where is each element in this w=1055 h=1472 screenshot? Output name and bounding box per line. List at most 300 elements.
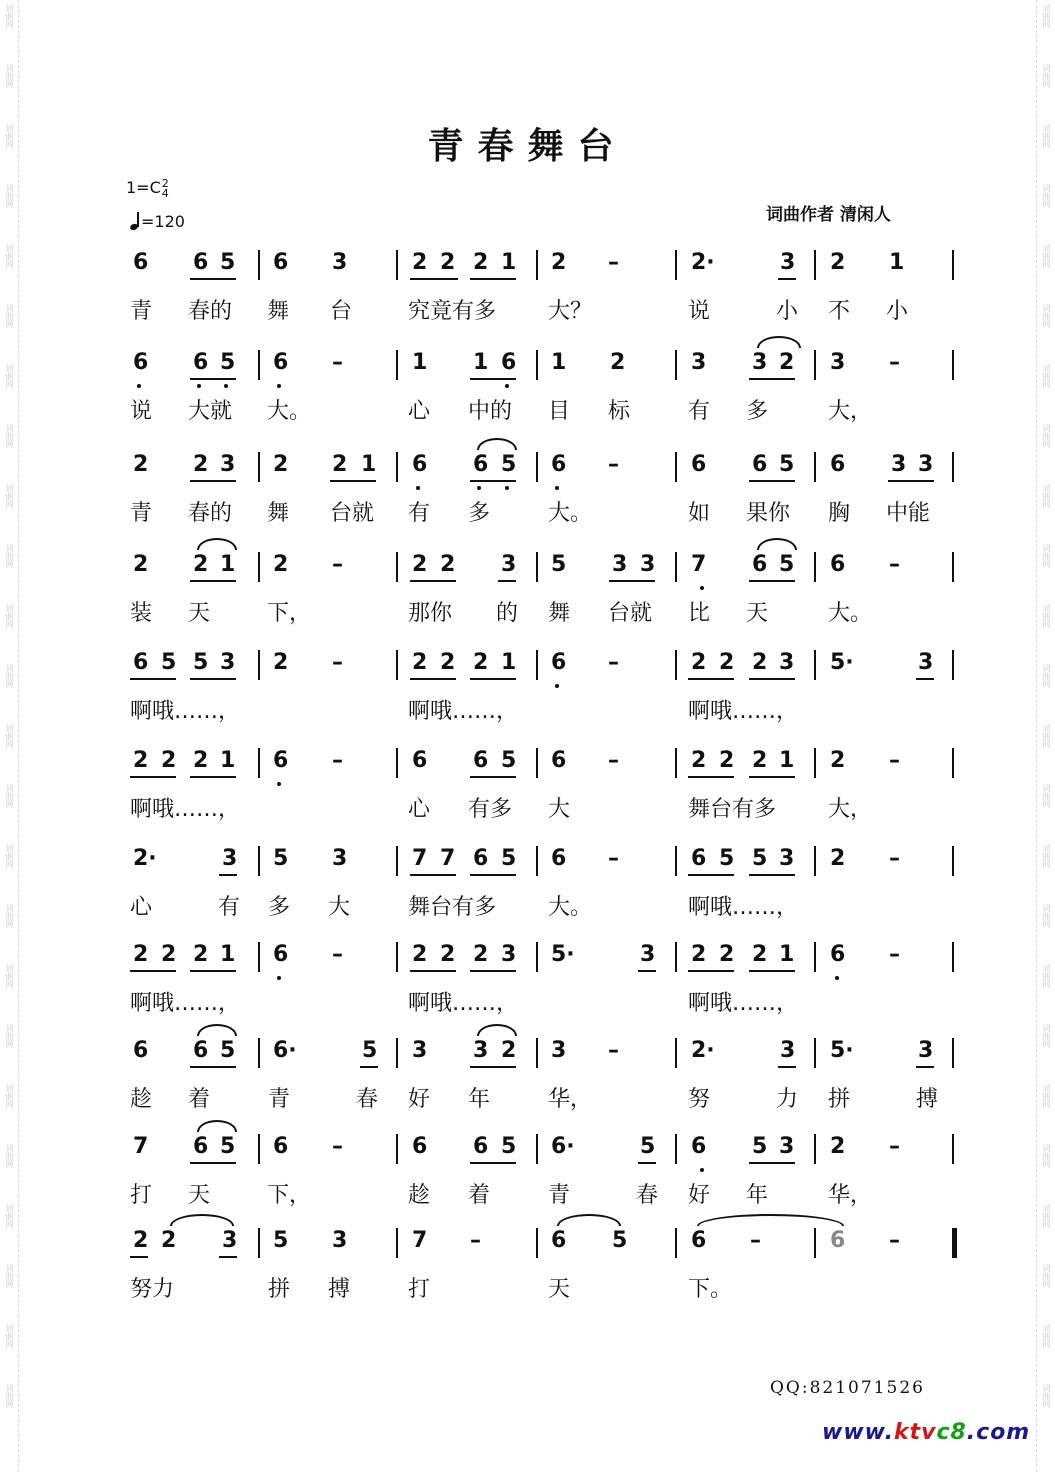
low-octave-dot [700, 586, 704, 590]
quarter-note-icon [130, 212, 139, 230]
barline [814, 942, 816, 972]
eighth-underline [470, 1066, 516, 1068]
low-octave-dot [224, 384, 228, 388]
eighth-underline [130, 970, 176, 972]
note-digit: 3 [779, 650, 795, 675]
eighth-underline [688, 678, 734, 680]
watermark-text: 词曲网 [5, 244, 14, 268]
eighth-underline [190, 776, 236, 778]
note-digit: 6 [273, 1134, 289, 1159]
note-digit: 3 [473, 1038, 489, 1063]
eighth-underline [749, 1162, 795, 1164]
lyric-text: 下， [267, 1183, 312, 1208]
watermark-text: 词曲网 [1042, 4, 1051, 28]
sustain-dash: – [608, 452, 619, 477]
low-octave-dot [555, 684, 559, 688]
barline [258, 250, 260, 280]
note-digit: 2 [691, 942, 707, 967]
note-digit: 5 [501, 748, 517, 773]
barline [258, 846, 260, 876]
lyric-text: 有 [408, 501, 431, 526]
barline [396, 250, 398, 280]
note-digit: 2· [691, 250, 715, 275]
note-digit: 6 [193, 1134, 209, 1159]
note-digit: 2 [473, 650, 489, 675]
watermark-text: 词曲网 [5, 484, 14, 508]
barline [814, 650, 816, 680]
eighth-underline [219, 1256, 237, 1258]
lyric-text: 有 [688, 399, 711, 424]
eighth-underline [916, 1066, 934, 1068]
note-digit: 1 [889, 250, 905, 275]
note-digit: 2 [440, 650, 456, 675]
slur-tie [697, 1214, 844, 1226]
note-digit: 6 [830, 942, 846, 967]
note-digit: 6 [691, 452, 707, 477]
eighth-underline [749, 480, 795, 482]
low-octave-dot [505, 384, 509, 388]
note-digit: 1 [220, 942, 236, 967]
eighth-underline [470, 278, 516, 280]
note-digit: 6 [551, 1228, 567, 1253]
note-digit: 3 [640, 552, 656, 577]
note-digit: 6 [193, 250, 209, 275]
note-digit: 2 [440, 942, 456, 967]
note-digit: 6 [412, 1134, 428, 1159]
barline [814, 350, 816, 380]
final-barline [952, 1228, 957, 1258]
eighth-underline [609, 580, 655, 582]
eighth-underline [688, 776, 734, 778]
note-digit: 7 [412, 846, 428, 871]
note-digit: 3 [220, 650, 236, 675]
lyric-text: 说 [130, 399, 153, 424]
lyric-text: 多 [746, 399, 769, 424]
barline [675, 650, 677, 680]
barline [814, 846, 816, 876]
lyric-text: 春的 [188, 501, 233, 526]
note-digit: 6 [473, 1134, 489, 1159]
watermark-text: 词曲网 [5, 604, 14, 628]
lyric-text: 天 [746, 601, 769, 626]
watermark-text: 词曲网 [1042, 724, 1051, 748]
note-digit: 5· [830, 650, 854, 675]
note-digit: 3 [830, 350, 846, 375]
sustain-dash: – [332, 1134, 343, 1159]
lyric-text: 多 [468, 501, 491, 526]
watermark-text: 词曲网 [5, 1384, 14, 1408]
note-digit: 5 [612, 1228, 628, 1253]
eighth-underline [410, 874, 456, 876]
lyric-text: 青 [548, 1183, 571, 1208]
lyric-text: 春的 [188, 299, 233, 324]
sustain-dash: – [332, 350, 343, 375]
barline [814, 1134, 816, 1164]
barline [258, 748, 260, 778]
barline [396, 846, 398, 876]
note-digit: 6 [193, 350, 209, 375]
note-digit: 2 [273, 650, 289, 675]
note-digit: 2 [412, 650, 428, 675]
note-digit: 2 [440, 250, 456, 275]
note-digit: 2 [273, 552, 289, 577]
slur-tie [557, 1214, 621, 1226]
key-label: 1=C [126, 178, 161, 197]
barline [814, 748, 816, 778]
lyric-text: 大。 [267, 399, 312, 424]
lyric-text: 舞 [548, 601, 571, 626]
site-logo: www.ktvc8.com [822, 1420, 1031, 1445]
watermark-text: 词曲网 [5, 544, 14, 568]
note-digit: 2· [133, 846, 157, 871]
watermark-text: 词曲网 [1042, 844, 1051, 868]
note-digit: 2 [193, 748, 209, 773]
lyric-text: 打 [408, 1277, 431, 1302]
note-digit: 5 [752, 1134, 768, 1159]
note-digit: 2 [412, 552, 428, 577]
barline [952, 1134, 954, 1164]
lyric-text: 啊哦……， [130, 797, 241, 822]
note-digit: 6 [273, 748, 289, 773]
barline [952, 452, 954, 482]
lyric-text: 着 [188, 1087, 211, 1112]
note-digit: 5 [551, 552, 567, 577]
note-digit: 5 [719, 846, 735, 871]
note-digit: 6 [273, 250, 289, 275]
song-title: 青春舞台 [427, 126, 628, 167]
lyric-text: 好 [688, 1183, 711, 1208]
note-digit: 6 [273, 942, 289, 967]
lyric-text: 年 [468, 1087, 491, 1112]
eighth-underline [219, 874, 237, 876]
note-digit: 3 [779, 846, 795, 871]
eighth-underline [749, 776, 795, 778]
key-signature [126, 178, 169, 199]
watermark-text: 词曲网 [5, 724, 14, 748]
eighth-underline [778, 1066, 796, 1068]
note-digit: 3 [222, 846, 238, 871]
note-digit: 6 [133, 650, 149, 675]
barline [536, 942, 538, 972]
note-digit: 2 [161, 1228, 177, 1253]
note-digit: 1 [779, 748, 795, 773]
note-digit: 3 [332, 846, 348, 871]
note-digit: 2 [412, 942, 428, 967]
eighth-underline [190, 480, 236, 482]
lyric-text: 下。 [688, 1277, 733, 1302]
barline [814, 452, 816, 482]
eighth-underline [470, 776, 516, 778]
note-digit: 2 [473, 250, 489, 275]
eighth-underline [470, 970, 516, 972]
note-digit: 6 [501, 350, 517, 375]
note-digit: 3 [918, 1038, 934, 1063]
lyric-text: 好 [408, 1087, 431, 1112]
note-digit: 2 [779, 350, 795, 375]
note-digit: 6 [551, 452, 567, 477]
lyric-text: 趁 [130, 1087, 153, 1112]
watermark-text: 词曲网 [5, 1144, 14, 1168]
lyric-text: 那你 [408, 601, 453, 626]
barline [675, 552, 677, 582]
eighth-underline [470, 480, 516, 482]
eighth-underline [749, 378, 795, 380]
low-octave-dot [505, 486, 509, 490]
barline [952, 846, 954, 876]
sustain-dash: – [608, 748, 619, 773]
lyric-text: 天 [548, 1277, 571, 1302]
eighth-underline [190, 1066, 236, 1068]
note-digit: 3 [891, 452, 907, 477]
eighth-underline [688, 970, 734, 972]
barline [536, 748, 538, 778]
barline [396, 942, 398, 972]
sustain-dash: – [889, 942, 900, 967]
note-digit: 1 [779, 942, 795, 967]
note-digit: 5 [501, 846, 517, 871]
eighth-underline [130, 678, 176, 680]
eighth-underline [410, 970, 456, 972]
barline [536, 650, 538, 680]
note-digit: 6 [752, 452, 768, 477]
barline [258, 350, 260, 380]
barline [396, 650, 398, 680]
barline [675, 748, 677, 778]
barline [675, 250, 677, 280]
lyric-text: 大。 [548, 501, 593, 526]
watermark-text: 词曲网 [1042, 784, 1051, 808]
lyric-text: 究竟有多 [408, 299, 497, 324]
barline [258, 942, 260, 972]
lyric-text: 台 [330, 299, 353, 324]
note-digit: 6 [752, 552, 768, 577]
eighth-underline [190, 970, 236, 972]
sustain-dash: – [332, 748, 343, 773]
lyric-text: 舞 [267, 501, 290, 526]
note-digit: 6 [133, 1038, 149, 1063]
sustain-dash: – [608, 650, 619, 675]
note-digit: 5 [220, 1038, 236, 1063]
watermark-text: 词曲网 [1042, 484, 1051, 508]
watermark-text: 词曲网 [5, 844, 14, 868]
note-digit: 2 [412, 250, 428, 275]
lyric-text: 目 [548, 399, 571, 424]
low-octave-dot [277, 976, 281, 980]
eighth-underline [410, 278, 458, 280]
eighth-underline [916, 678, 934, 680]
note-digit: 3 [220, 452, 236, 477]
note-digit: 6· [273, 1038, 297, 1063]
sustain-dash: – [332, 552, 343, 577]
lyric-text: 小 [776, 299, 799, 324]
lyric-text: 大。 [828, 601, 873, 626]
watermark-text: 词曲网 [1042, 964, 1051, 988]
lyric-text: 年 [746, 1183, 769, 1208]
note-digit: 6 [551, 846, 567, 871]
barline [952, 250, 954, 280]
eighth-underline [749, 970, 795, 972]
lyric-text: 心 [130, 895, 153, 920]
lyric-text: 华， [828, 1183, 873, 1208]
lyric-text: 啊哦……， [688, 991, 799, 1016]
lyric-text: 着 [468, 1183, 491, 1208]
note-digit: 2 [830, 748, 846, 773]
note-digit: 2 [332, 452, 348, 477]
note-digit: 3 [640, 942, 656, 967]
note-digit: 7 [440, 846, 456, 871]
watermark-text: 词曲网 [1042, 244, 1051, 268]
low-octave-dot [835, 976, 839, 980]
watermark-text: 词曲网 [5, 964, 14, 988]
barline [258, 650, 260, 680]
barline [396, 748, 398, 778]
sustain-dash: – [750, 1228, 761, 1253]
note-digit: 1 [473, 350, 489, 375]
note-digit: 5 [220, 350, 236, 375]
note-digit: 3 [412, 1038, 428, 1063]
watermark-text: 词曲网 [5, 124, 14, 148]
lyric-text: 啊哦……， [688, 895, 799, 920]
slur-tie [757, 538, 797, 550]
lyric-text: 打 [130, 1183, 153, 1208]
lyric-text: 大？ [548, 299, 593, 324]
note-digit: 2 [193, 942, 209, 967]
low-octave-dot [700, 1168, 704, 1172]
note-digit: 5 [779, 452, 795, 477]
sustain-dash: – [608, 846, 619, 871]
watermark-text: 词曲网 [1042, 664, 1051, 688]
note-digit: 1 [361, 452, 377, 477]
note-digit: 3 [691, 350, 707, 375]
eighth-underline [190, 678, 236, 680]
barline [396, 1134, 398, 1164]
barline [814, 1038, 816, 1068]
eighth-underline [470, 874, 516, 876]
watermark-text: 词曲网 [1042, 1024, 1051, 1048]
watermark-text: 词曲网 [5, 1204, 14, 1228]
eighth-underline [888, 480, 934, 482]
slur-tie [170, 1214, 234, 1226]
note-digit: 1 [501, 650, 517, 675]
note-digit: 5 [752, 846, 768, 871]
note-digit: 3 [780, 1038, 796, 1063]
low-octave-dot [277, 782, 281, 786]
barline [675, 452, 677, 482]
note-digit: 6 [133, 250, 149, 275]
note-digit: 2 [752, 942, 768, 967]
eighth-underline [190, 378, 236, 380]
watermark-text: 词曲网 [1042, 124, 1051, 148]
note-digit: 5 [220, 1134, 236, 1159]
lyric-text: 春 [356, 1087, 379, 1112]
eighth-underline [410, 580, 456, 582]
low-octave-dot [197, 384, 201, 388]
watermark-text: 词曲网 [1042, 184, 1051, 208]
note-digit: 6 [830, 552, 846, 577]
sustain-dash: – [889, 552, 900, 577]
note-digit: 6 [133, 350, 149, 375]
lyric-text: 舞 [267, 299, 290, 324]
lyric-text: 比 [688, 601, 711, 626]
lyric-text: 如 [688, 501, 711, 526]
note-digit: 1 [412, 350, 428, 375]
sustain-dash: – [889, 1228, 900, 1253]
watermark-text: 词曲网 [1042, 604, 1051, 628]
note-digit: 5 [362, 1038, 378, 1063]
note-digit: 5 [501, 452, 517, 477]
sustain-dash: – [889, 748, 900, 773]
lyric-text: 台就 [608, 601, 653, 626]
low-octave-dot [416, 486, 420, 490]
watermark-text: 词曲网 [5, 4, 14, 28]
note-digit: 6 [551, 748, 567, 773]
eighth-underline [498, 580, 516, 582]
barline [536, 1038, 538, 1068]
note-digit: 7 [691, 552, 707, 577]
sustain-dash: – [470, 1228, 481, 1253]
note-digit: 2 [719, 650, 735, 675]
watermark-text: 词曲网 [1042, 1204, 1051, 1228]
watermark-text: 词曲网 [5, 664, 14, 688]
note-digit: 2 [830, 846, 846, 871]
barline [258, 452, 260, 482]
note-digit: 6 [691, 1228, 707, 1253]
watermark-text: 词曲网 [1042, 1384, 1051, 1408]
note-digit: 6 [473, 452, 489, 477]
note-digit: 6 [473, 748, 489, 773]
barline [396, 1228, 398, 1258]
lyric-text: 啊哦……， [408, 699, 519, 724]
eighth-underline [410, 678, 456, 680]
note-digit: 6· [551, 1134, 575, 1159]
slur-tie [197, 1024, 237, 1036]
note-digit: 5 [640, 1134, 656, 1159]
barline [536, 250, 538, 280]
lyric-text: 天 [188, 1183, 211, 1208]
time-signature: 2 4 [161, 176, 169, 200]
barline [952, 942, 954, 972]
barline [536, 350, 538, 380]
note-digit: 2 [501, 1038, 517, 1063]
note-digit: 2 [161, 748, 177, 773]
lyric-text: 华， [548, 1087, 593, 1112]
lyric-text: 说 [688, 299, 711, 324]
lyric-text: 啊哦……， [688, 699, 799, 724]
eighth-underline [778, 278, 796, 280]
barline [396, 350, 398, 380]
barline [258, 1228, 260, 1258]
sustain-dash: – [889, 846, 900, 871]
barline [952, 1038, 954, 1068]
lyric-text: 舞台有多 [408, 895, 497, 920]
watermark-text: 词曲网 [5, 784, 14, 808]
eighth-underline [470, 1162, 516, 1164]
eighth-underline [130, 776, 176, 778]
note-digit: 2 [752, 650, 768, 675]
barline [536, 1228, 538, 1258]
lyric-text: 大 [328, 895, 351, 920]
eighth-underline [688, 874, 734, 876]
note-digit: 2 [193, 452, 209, 477]
note-digit: 5 [273, 846, 289, 871]
barline [814, 250, 816, 280]
note-digit: 2 [193, 552, 209, 577]
watermark-text: 词曲网 [1042, 64, 1051, 88]
lyric-text: 拼 [828, 1087, 851, 1112]
note-digit: 3 [918, 452, 934, 477]
note-digit: 6 [193, 1038, 209, 1063]
slur-tie [477, 1024, 517, 1036]
